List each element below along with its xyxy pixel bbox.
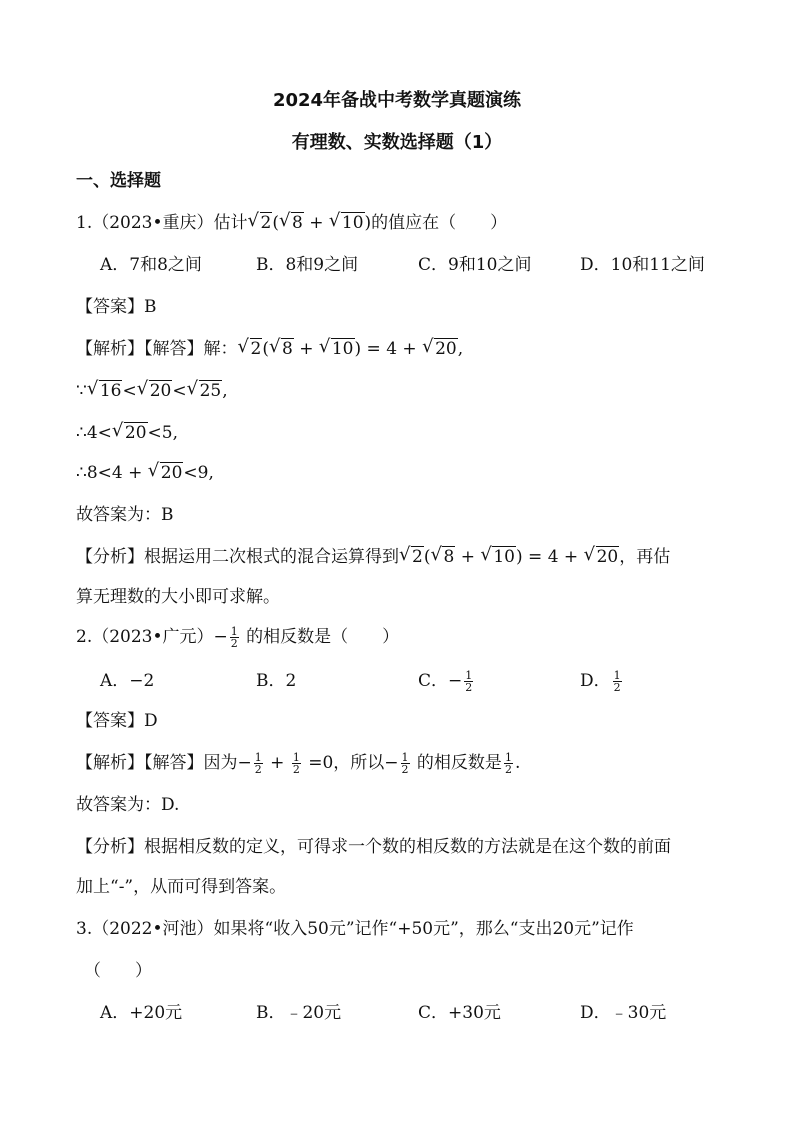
q3-option-d: D．﹣30元 bbox=[580, 1003, 667, 1023]
sqrt-symbol: √ 20 bbox=[149, 462, 184, 484]
q2-option-d: D． $\frac{1}{2}$ bbox=[580, 669, 621, 694]
sqrt-symbol: √ 16 bbox=[88, 380, 123, 402]
q1-answer: 【答案】B bbox=[76, 297, 157, 317]
sqrt-symbol: √ 2 bbox=[249, 212, 273, 234]
q2-conclusion: 故答案为：D. bbox=[76, 795, 180, 815]
fraction: $\frac{1}{2}$ bbox=[230, 625, 238, 650]
q1-fenxi: 【分析】根据运用二次根式的混合运算得到√ 2(√ 8 + √ 10) = 4 + √ 20，再估 bbox=[76, 546, 670, 568]
q3-option-b: B．﹣20元 bbox=[256, 1003, 342, 1023]
q2-option-b: B．2 bbox=[256, 671, 297, 691]
sqrt-symbol: √ 20 bbox=[423, 338, 458, 360]
q1-suffix: 的值应在（ ） bbox=[371, 213, 508, 233]
q2-fenxi-line2: 加上“-”，从而可得到答案。 bbox=[76, 877, 287, 897]
question-3: 3.（2022•河池）如果将“收入50元”记作“+50元”，那么“支出20元”记作 bbox=[76, 919, 634, 939]
sqrt-symbol: √ 10 bbox=[481, 546, 516, 568]
q1-option-b: B．8和9之间 bbox=[256, 255, 359, 275]
sqrt-symbol: √ 20 bbox=[585, 546, 620, 568]
q1-step-3: ∴8<4 + √ 20<9, bbox=[76, 462, 214, 484]
sqrt-symbol: √ 20 bbox=[113, 422, 148, 444]
fraction: $\frac{1}{2}$ bbox=[504, 751, 512, 776]
sqrt-symbol: √ 8 bbox=[280, 212, 304, 234]
fraction: $\frac{1}{2}$ bbox=[292, 751, 300, 776]
q1-step-1: ∵√ 16<√ 20<√ 25, bbox=[76, 380, 228, 402]
sqrt-symbol: √ 2 bbox=[400, 546, 424, 568]
page-title: 2024年备战中考数学真题演练 bbox=[272, 90, 522, 111]
q1-option-c: C．9和10之间 bbox=[418, 255, 532, 275]
section-heading: 一、选择题 bbox=[76, 171, 161, 191]
q1-conclusion: 故答案为：B bbox=[76, 505, 174, 525]
fraction: $\frac{1}{2}$ bbox=[613, 669, 621, 694]
question-3-bracket: （ ） bbox=[84, 961, 152, 981]
q3-option-c: C．+30元 bbox=[418, 1003, 501, 1023]
fraction: $\frac{1}{2}$ bbox=[254, 751, 262, 776]
q1-prefix: 1.（2023•重庆）估计 bbox=[76, 213, 248, 233]
sqrt-symbol: √ 10 bbox=[320, 338, 355, 360]
q2-option-c: C．− $\frac{1}{2}$ bbox=[418, 669, 473, 694]
q3-option-a: A．+20元 bbox=[100, 1003, 183, 1023]
fraction: $\frac{1}{2}$ bbox=[401, 751, 409, 776]
q2-answer: 【答案】D bbox=[76, 711, 158, 731]
sqrt-symbol: √ 8 bbox=[270, 338, 294, 360]
question-2: 2.（2023•广元）− $\frac{1}{2}$ 的相反数是（ ） bbox=[76, 625, 400, 650]
q1-analysis: 【解析】【解答】解：√ 2(√ 8 + √ 10) = 4 + √ 20, bbox=[76, 338, 463, 360]
sqrt-symbol: √ 10 bbox=[330, 212, 365, 234]
q1-fenxi-line2: 算无理数的大小即可求解。 bbox=[76, 587, 280, 607]
fraction: $\frac{1}{2}$ bbox=[465, 669, 473, 694]
sqrt-symbol: √ 25 bbox=[188, 380, 223, 402]
q1-step-2: ∴4<√ 20<5, bbox=[76, 422, 178, 444]
q1-option-d: D．10和11之间 bbox=[580, 255, 705, 275]
sqrt-symbol: √ 20 bbox=[138, 380, 173, 402]
sqrt-symbol: √ 8 bbox=[431, 546, 455, 568]
page-subtitle: 有理数、实数选择题（1） bbox=[291, 132, 503, 153]
sqrt-symbol: √ 2 bbox=[239, 338, 263, 360]
q1-option-a: A．7和8之间 bbox=[100, 255, 202, 275]
question-1: 1.（2023•重庆）估计√ 2(√ 8 + √ 10)的值应在（ ） bbox=[76, 212, 507, 234]
q2-analysis: 【解析】【解答】因为− $\frac{1}{2}$ + $\frac{1}{2}$ =0，所以− $\frac{1}{2}$ 的相反数是 $\frac{1}{2}$ . bbox=[76, 751, 521, 776]
q2-fenxi: 【分析】根据相反数的定义，可得求一个数的相反数的方法就是在这个数的前面 bbox=[76, 837, 671, 857]
q2-option-a: A．−2 bbox=[100, 671, 155, 691]
